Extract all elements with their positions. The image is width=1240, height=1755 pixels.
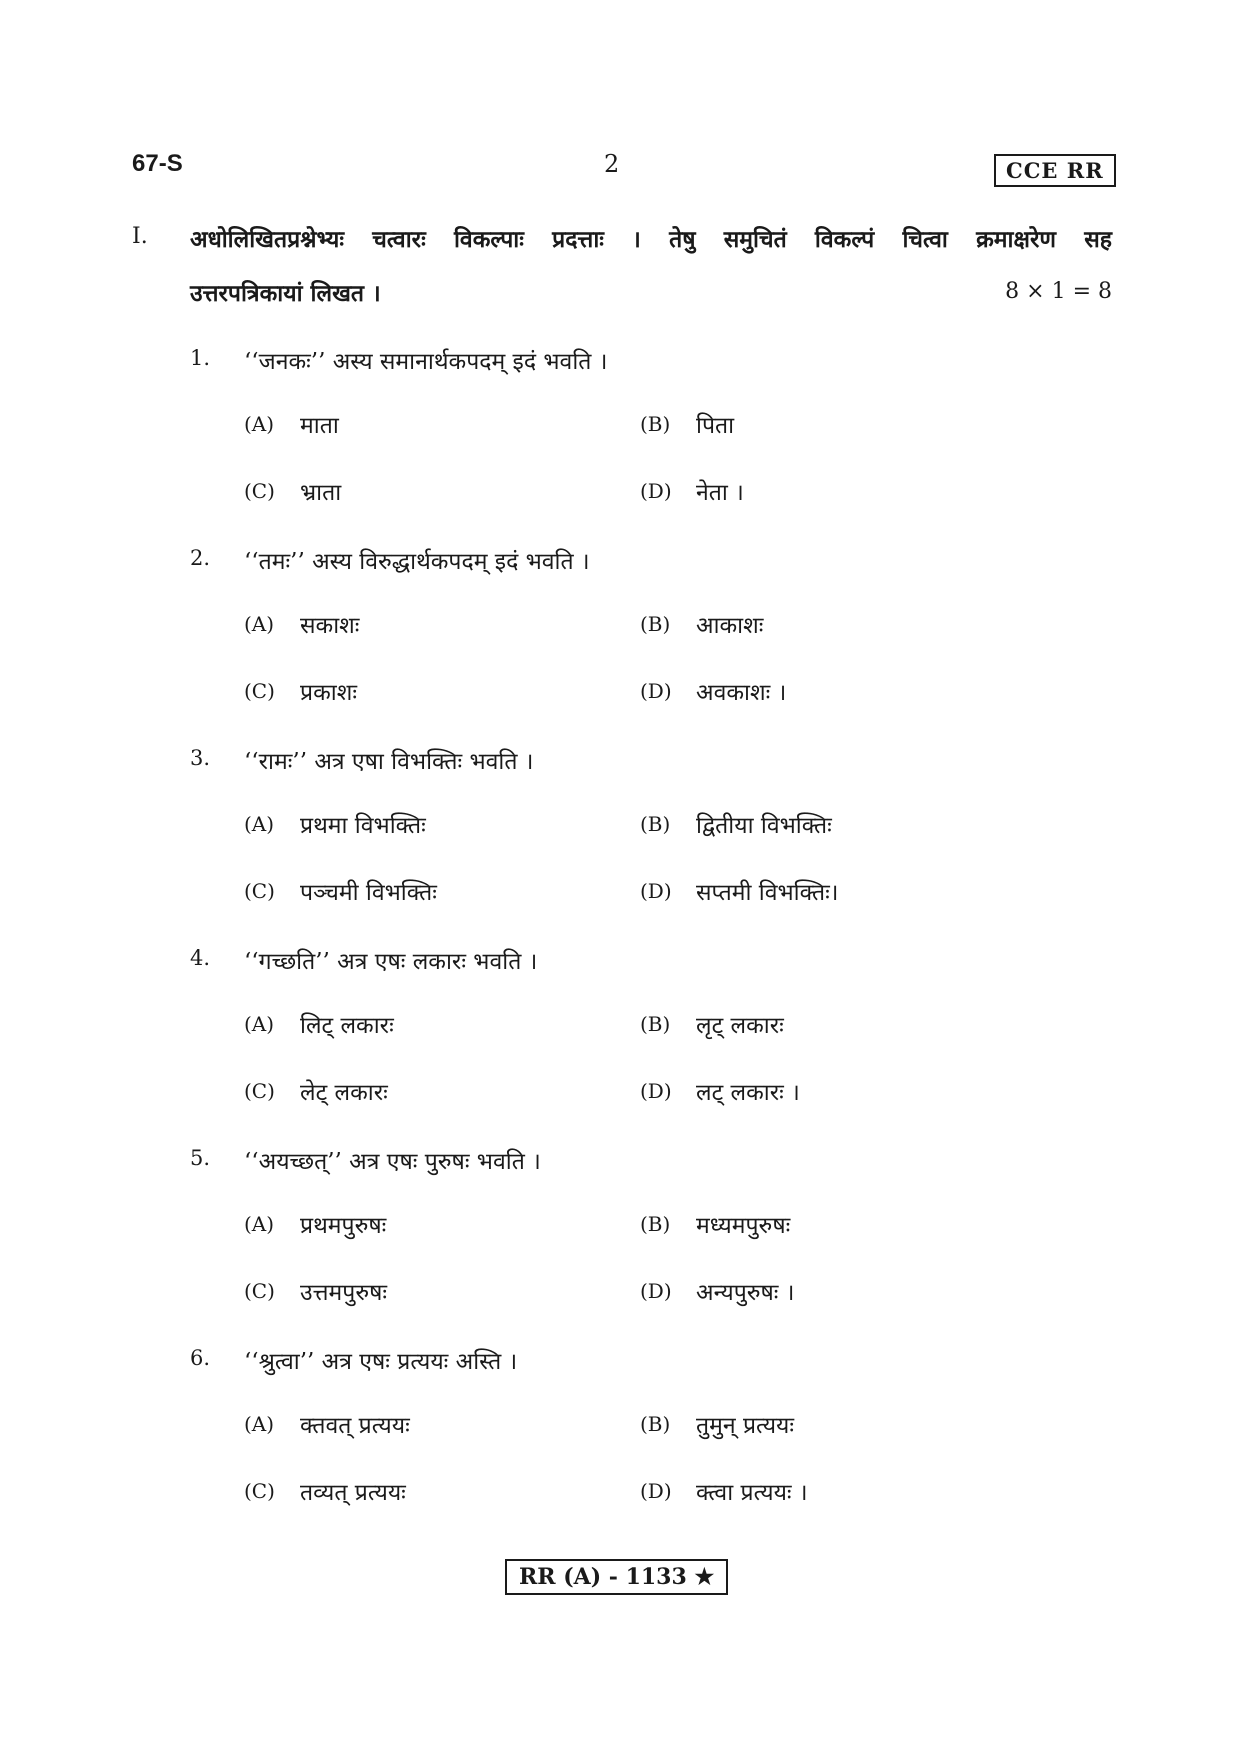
- option-b-text: मध्यमपुरुषः: [696, 1213, 791, 1239]
- option-a-text: माता: [300, 413, 339, 439]
- option-b-text: द्वितीया विभक्तिः: [696, 813, 832, 839]
- option-c-text: पञ्चमी विभक्तिः: [300, 880, 437, 906]
- option-c-text: प्रकाशः: [300, 680, 357, 706]
- option-d-label: (D): [640, 679, 672, 703]
- option-b-label: (B): [640, 1212, 671, 1236]
- option-c-label: (C): [244, 1479, 275, 1503]
- instruction-line-2: उत्तरपत्रिकायां लिखत ।: [190, 280, 381, 307]
- option-c-text: लेट् लकारः: [300, 1080, 388, 1106]
- option-c-label: (C): [244, 1279, 275, 1303]
- option-b-label: (B): [640, 812, 671, 836]
- option-a-text: प्रथमपुरुषः: [300, 1213, 387, 1239]
- option-d-label: (D): [640, 1079, 672, 1103]
- option-d-text: लट् लकारः ।: [696, 1080, 800, 1106]
- question-2: [0, 546, 1240, 746]
- question-text: ‘‘रामः’’ अत्र एषा विभक्तिः भवति ।: [244, 749, 534, 775]
- option-d-label: (D): [640, 1279, 672, 1303]
- option-b-text: पिता: [696, 413, 735, 439]
- question-text: ‘‘श्रुत्वा’’ अत्र एषः प्रत्ययः अस्ति ।: [244, 1349, 518, 1375]
- series-box: CCE RR: [994, 154, 1116, 187]
- option-c-label: (C): [244, 479, 275, 503]
- option-a-label: (A): [244, 1212, 275, 1236]
- question-3: [0, 746, 1240, 946]
- question-number: 2.: [190, 546, 211, 570]
- option-b-label: (B): [640, 412, 671, 436]
- option-d-label: (D): [640, 479, 672, 503]
- option-a-label: (A): [244, 412, 275, 436]
- option-c-text: तव्यत् प्रत्ययः: [300, 1480, 406, 1506]
- option-d-text: नेता ।: [696, 480, 744, 506]
- question-text: ‘‘अयच्छत्’’ अत्र एषः पुरुषः भवति ।: [244, 1149, 541, 1175]
- option-b-text: लृट् लकारः: [696, 1013, 784, 1039]
- question-text: ‘‘जनकः’’ अस्य समानार्थकपदम् इदं भवति ।: [244, 349, 608, 375]
- option-d-text: सप्तमी विभक्तिः।: [696, 880, 839, 906]
- question-number: 3.: [190, 746, 211, 770]
- footer-code-box: RR (A) - 1133 ★: [505, 1559, 728, 1595]
- option-a-text: सकाशः: [300, 613, 360, 639]
- option-a-label: (A): [244, 612, 275, 636]
- marks-allocation: 8 × 1 = 8: [1005, 279, 1112, 304]
- question-number: 5.: [190, 1146, 211, 1170]
- option-c-label: (C): [244, 679, 275, 703]
- option-a-label: (A): [244, 1412, 275, 1436]
- option-d-text: अवकाशः ।: [696, 680, 787, 706]
- option-c-label: (C): [244, 1079, 275, 1103]
- question-number: 4.: [190, 946, 211, 970]
- option-c-label: (C): [244, 879, 275, 903]
- option-c-text: भ्राता: [300, 480, 342, 506]
- option-c-text: उत्तमपुरुषः: [300, 1280, 388, 1306]
- page-number: 2: [604, 150, 620, 178]
- instruction-line-1: अधोलिखितप्रश्नेभ्यः चत्वारः विकल्पाः प्रदत्ताः । तेषु समुचितं विकल्पं चित्वा क्रमाक्षरेण सह: [190, 226, 1112, 253]
- question-text: ‘‘गच्छति’’ अत्र एषः लकारः भवति ।: [244, 949, 538, 975]
- option-b-text: तुमुन् प्रत्ययः: [696, 1413, 795, 1439]
- option-a-text: क्तवत् प्रत्ययः: [300, 1413, 410, 1439]
- question-5: [0, 1146, 1240, 1346]
- paper-code: 67-S: [132, 150, 183, 177]
- option-b-text: आकाशः: [696, 613, 764, 639]
- option-d-text: क्त्वा प्रत्ययः ।: [696, 1480, 808, 1506]
- question-number: 1.: [190, 346, 211, 370]
- option-a-text: लिट् लकारः: [300, 1013, 394, 1039]
- option-a-label: (A): [244, 1012, 275, 1036]
- option-d-text: अन्यपुरुषः ।: [696, 1280, 795, 1306]
- question-1: [0, 346, 1240, 546]
- question-4: [0, 946, 1240, 1146]
- option-a-label: (A): [244, 812, 275, 836]
- option-d-label: (D): [640, 879, 672, 903]
- question-6: [0, 1346, 1240, 1546]
- question-number: 6.: [190, 1346, 211, 1370]
- option-b-label: (B): [640, 1412, 671, 1436]
- option-b-label: (B): [640, 1012, 671, 1036]
- option-d-label: (D): [640, 1479, 672, 1503]
- section-number: I.: [132, 224, 148, 249]
- option-a-text: प्रथमा विभक्तिः: [300, 813, 426, 839]
- question-text: ‘‘तमः’’ अस्य विरुद्धार्थकपदम् इदं भवति ।: [244, 549, 590, 575]
- option-b-label: (B): [640, 612, 671, 636]
